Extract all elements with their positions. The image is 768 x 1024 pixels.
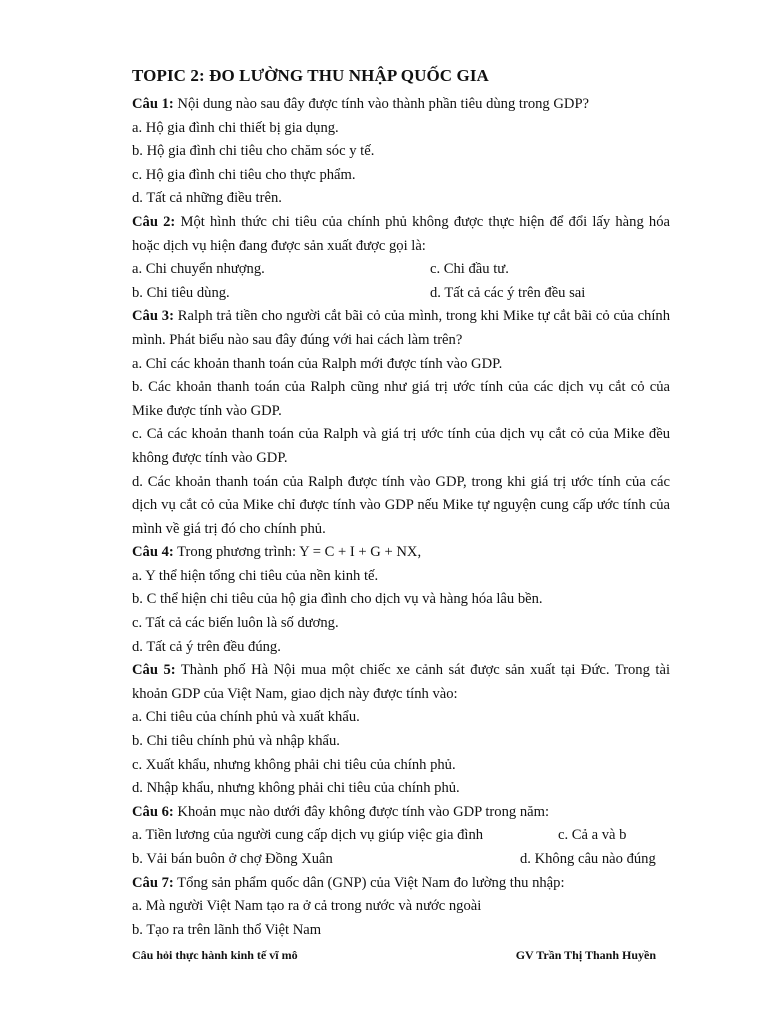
question-text: Thành phố Hà Nội mua một chiếc xe cảnh sát được sản xuất tại Đức. Trong tài khoản GDP của Việt Nam, giao dịch này được tính vào:: [132, 662, 671, 702]
option-d: d. Tất cả ý trên đều đúng.: [132, 638, 281, 655]
question-label: Câu 2:: [132, 213, 176, 230]
option-c: c. Cả các khoản thanh toán của Ralph và giá trị ước tính của dịch vụ cắt cỏ của Mike đều không được tính vào GDP.: [132, 426, 670, 466]
question-text: Một hình thức chi tiêu của chính phủ không được thực hiện để đổi lấy hàng hóa hoặc dịch vụ hiện đang được sản xuất được gọi là:: [132, 213, 670, 254]
option-d: d. Các khoản thanh toán của Ralph được tính vào GDP, trong khi giá trị ước tính của các dịch vụ cắt cỏ của Mike chỉ được tính vào GDP nếu Mike tự nguyện cung cấp ước tính của mình về giá trị đó cho chính phủ.: [132, 473, 670, 537]
option-b: b. Chi tiêu chính phủ và nhập khẩu.: [132, 733, 340, 750]
option-a: a. Tiền lương của người cung cấp dịch vụ giúp việc gia đình: [132, 827, 484, 844]
question-list: [132, 93, 670, 942]
option-d: d. Không câu nào đúng: [520, 851, 656, 867]
option-row: [132, 258, 670, 282]
question-label: Câu 1:: [132, 96, 174, 112]
question-label: Câu 6:: [132, 803, 174, 820]
question-text: Khoản mục nào dưới đây không được tính vào GDP trong năm:: [173, 803, 549, 820]
option-d: d. Nhập khẩu, nhưng không phải chi tiêu của chính phủ.: [132, 780, 460, 797]
option-b: b. Tạo ra trên lãnh thổ Việt Nam: [132, 921, 322, 938]
option-b: b. Vải bán buôn ở chợ Đồng Xuân: [132, 851, 333, 867]
question-label: Câu 5:: [132, 662, 176, 679]
question-label: Câu 4:: [132, 544, 174, 561]
option-row: [132, 824, 670, 848]
question-1: [132, 93, 670, 117]
option-row: [132, 848, 670, 872]
question-6: [132, 801, 670, 825]
question-4: [132, 541, 670, 565]
option-row: [132, 282, 670, 306]
option-c: c. Xuất khẩu, nhưng không phải chi tiêu của chính phủ.: [132, 756, 456, 773]
question-3: [132, 305, 670, 352]
question-5: [132, 659, 670, 706]
option-a: a. Y thể hiện tổng chi tiêu của nền kinh tế.: [132, 567, 379, 584]
page-footer: [132, 948, 656, 963]
option-c: c. Cả a và b: [558, 827, 627, 844]
footer-teacher: GV Trần Thị Thanh Huyền: [515, 948, 656, 962]
option-b: b. Chi tiêu dùng.: [132, 284, 230, 301]
page-title: TOPIC 2: ĐO LƯỜNG THU NHẬP QUỐC GIA: [132, 66, 489, 85]
option-a: a. Chỉ các khoản thanh toán của Ralph mới được tính vào GDP.: [132, 355, 503, 372]
option-b: b. C thể hiện chi tiêu của hộ gia đình cho dịch vụ và hàng hóa lâu bền.: [132, 591, 543, 608]
option-c: c. Tất cả các biến luôn là số dương.: [132, 615, 339, 632]
question-text: Ralph trả tiền cho người cắt bãi cỏ của mình, trong khi Mike tự cắt bãi cỏ của chính mình. Phát biểu nào sau đây đúng với hai cách làm trên?: [132, 308, 670, 348]
footer-course: Câu hỏi thực hành kinh tế vĩ mô: [132, 948, 298, 962]
option-d: d. Tất cả những điều trên.: [132, 190, 282, 207]
question-2: [132, 211, 670, 258]
question-text: Trong phương trình: Y = C + I + G + NX,: [173, 544, 422, 561]
option-a: a. Chi tiêu của chính phủ và xuất khẩu.: [132, 709, 360, 726]
option-c: c. Chi đầu tư.: [430, 261, 509, 278]
option-b: b. Các khoản thanh toán của Ralph cũng như giá trị ước tính của các dịch vụ cắt cỏ của Mike được tính vào GDP.: [132, 379, 670, 419]
question-text: Nội dung nào sau đây được tính vào thành phần tiêu dùng trong GDP?: [173, 96, 590, 112]
option-c: c. Hộ gia đình chi tiêu cho thực phẩm.: [132, 166, 356, 183]
option-a: a. Hộ gia đình chi thiết bị gia dụng.: [132, 119, 339, 136]
question-text: Tổng sản phẩm quốc dân (GNP) của Việt Nam đo lường thu nhập:: [173, 874, 565, 891]
question-label: Câu 7:: [132, 874, 174, 891]
option-a: a. Mà người Việt Nam tạo ra ở cả trong nước và nước ngoài: [132, 898, 482, 915]
question-7: [132, 872, 670, 896]
question-label: Câu 3:: [132, 308, 174, 325]
option-a: a. Chi chuyển nhượng.: [132, 261, 265, 278]
option-b: b. Hộ gia đình chi tiêu cho chăm sóc y tế.: [132, 143, 375, 160]
option-d: d. Tất cả các ý trên đều sai: [430, 284, 586, 301]
